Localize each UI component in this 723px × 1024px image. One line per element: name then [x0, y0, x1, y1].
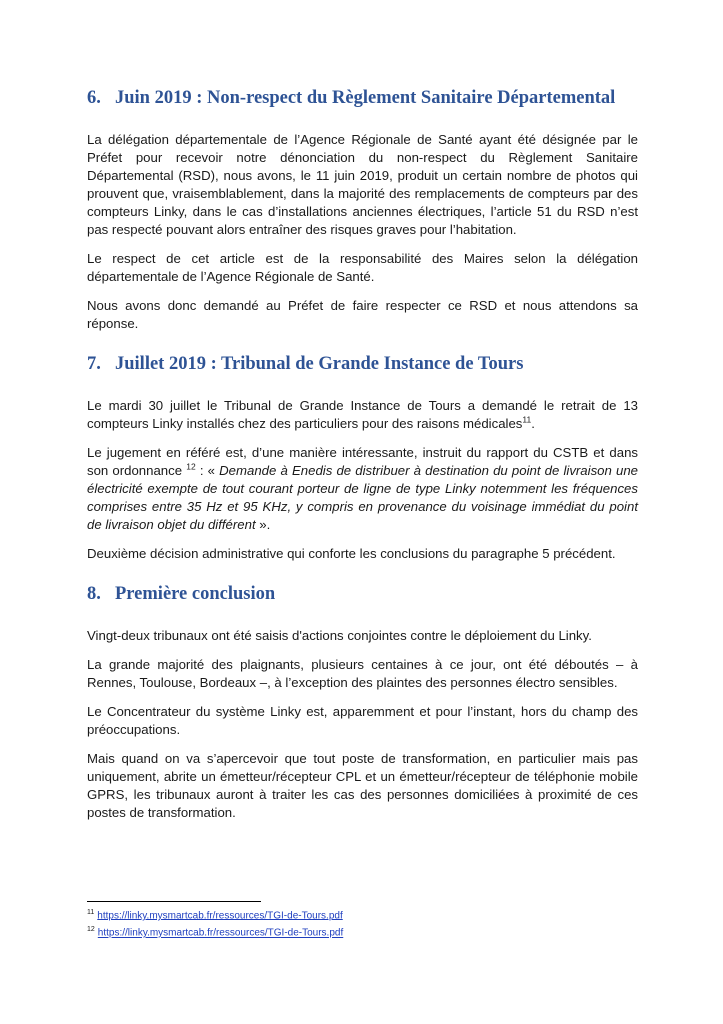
- section-title: Juin 2019 : Non-respect du Règlement Sanitaire Départemental: [115, 88, 616, 108]
- footnote-11: [87, 906, 638, 923]
- section-title: Première conclusion: [115, 584, 276, 604]
- section-7-heading: [87, 352, 638, 376]
- court-quote: Demande à Enedis de distribuer à destination du point de livraison une électricité exempte de tout courant porteur de ligne de type Linky notemment les fréquences comprises entre 35 Hz et 95 KHz, y compris en provenance du voisinage immédiat du point de livraison objet du différent: [87, 463, 638, 532]
- section-6-heading: [87, 86, 638, 110]
- footnote-divider: [87, 901, 261, 902]
- paragraph: La délégation départementale de l’Agence Régionale de Santé ayant été désignée par le Préfet pour recevoir notre dénonciation du non-respect du Règlement Sanitaire Départemental (RSD), nous avons, le 11 juin 2019, produit un certain nombre de photos qui prouvent que, vraisemblablement, dans la majorité des remplacements de compteurs par des compteurs Linky, dans le cas d’installations anciennes électriques, l’article 51 du RSD n’est pas respecté pouvant alors entraîner des risques graves pour l’habitation.: [87, 132, 638, 237]
- quote-close: ».: [255, 517, 271, 532]
- footnotes: [87, 906, 638, 941]
- paragraph: Mais quand on va s’apercevoir que tout poste de transformation, en particulier mais pas uniquement, abrite un émetteur/récepteur CPL et un émetteur/récepteur de téléphonie mobile GPRS, les tribunaux auront à traiter les cas des personnes domiciliées à proximité de ces postes de transformation.: [87, 751, 638, 820]
- paragraph: Le respect de cet article est de la responsabilité des Maires selon la délégation départementale de l’Agence Régionale de Santé.: [87, 251, 638, 284]
- footnote-number: 12: [87, 926, 95, 934]
- footnote-ref-11[interactable]: 11: [522, 414, 532, 425]
- footnote-number: 11: [87, 909, 95, 916]
- paragraph-end: .: [531, 416, 535, 431]
- footnote-link[interactable]: https://linky.mysmartcab.fr/ressources/TGI-de-Tours.pdf: [97, 927, 344, 939]
- paragraph-text: Le jugement en référé est, d’une manière intéressante, instruit du rapport du CSTB et dans son ordonnance: [87, 445, 638, 478]
- section-title: Juillet 2019 : Tribunal de Grande Instance de Tours: [115, 354, 524, 374]
- paragraph: Vingt-deux tribunaux ont été saisis d'actions conjointes contre le déploiement du Linky.: [87, 628, 592, 643]
- section-number: 6.: [87, 88, 101, 108]
- section-8-heading: [87, 582, 638, 606]
- paragraph: La grande majorité des plaignants, plusieurs centaines à ce jour, ont été déboutés – à Rennes, Toulouse, Bordeaux –, à l’exception des plaintes des personnes électro sensibles.: [87, 657, 638, 690]
- footnote-12: [87, 923, 638, 940]
- section-number: 7.: [87, 354, 101, 374]
- paragraph: Nous avons donc demandé au Préfet de faire respecter ce RSD et nous attendons sa réponse.: [87, 298, 638, 331]
- section-number: 8.: [87, 584, 101, 604]
- page-content: [87, 86, 638, 822]
- paragraph: Le Concentrateur du système Linky est, apparemment et pour l’instant, hors du champ des préoccupations.: [87, 704, 638, 737]
- paragraph: Deuxième décision administrative qui conforte les conclusions du paragraphe 5 précédent.: [87, 546, 616, 561]
- paragraph-with-quote: [87, 444, 638, 534]
- quote-open: : «: [195, 463, 220, 478]
- footnote-ref-12[interactable]: 12: [186, 461, 196, 472]
- paragraph: [87, 397, 638, 433]
- footnote-link[interactable]: https://linky.mysmartcab.fr/ressources/TGI-de-Tours.pdf: [97, 910, 343, 922]
- paragraph-text: Le mardi 30 juillet le Tribunal de Grande Instance de Tours a demandé le retrait de 13 compteurs Linky installés chez des particuliers pour des raisons médicales: [87, 398, 638, 431]
